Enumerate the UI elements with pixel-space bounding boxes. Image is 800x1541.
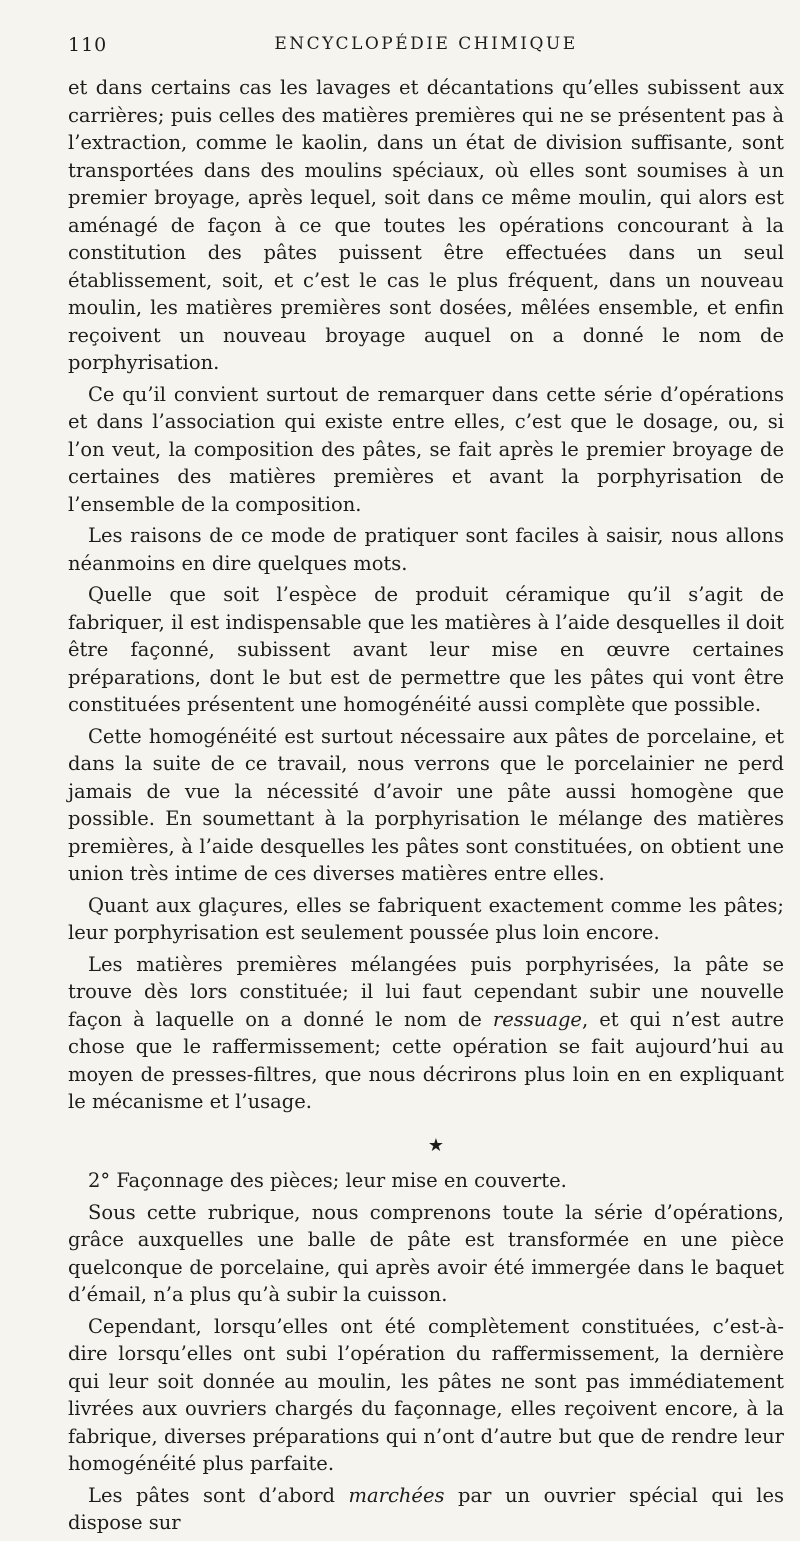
italic-term: ressuage [492,1007,582,1031]
paragraph: Quelle que soit l’espèce de produit céramique qu’il s’agit de fabriquer, il est indispensable que les matières à l’aide desquelles il doit être façonné, subissent avant leur mise en œuvre certaines préparations, dont le but est de permettre que les pâtes qui vont être constituées présentent une homogénéité aussi complète que possible. [68,583,784,716]
page-header [68,30,784,60]
paragraph: et dans certains cas les lavages et décantations qu’elles subissent aux carrières; puis celles des matières premières qui ne se présentent pas à l’extraction, comme le kaolin, dans un état de division suffisante, sont transportées dans des moulins spéciaux, où elles sont soumises à un premier broyage, après lequel, soit dans ce même moulin, qui alors est aménagé de façon à ce que toutes les opérations concourant à la constitution des pâtes puissent être effectuées dans un seul établissement, soit, et c’est le cas le plus fréquent, dans un nouveau moulin, les matières premières sont dosées, mêlées ensemble, et enfin reçoivent un nouveau broyage auquel on a donné le nom de porphyrisation. [68,76,784,374]
text-run: , et qui n’est autre chose que le raffermissement; cette opération se fait aujourd’hui au moyen de presses-filtres, que nous décrirons plus loin en en expliquant le mécanisme et l’usage. [68,1007,785,1113]
italic-term: marchées [348,1483,445,1507]
paragraph-ressuage [68,951,784,1116]
section-heading: 2° Façonnage des pièces; leur mise en couverte. [88,1169,567,1192]
page-number: 110 [68,34,108,56]
paragraph: Ce qu’il convient surtout de remarquer dans cette série d’opérations et dans l’association qui existe entre elles, c’est que le dosage, ou, si l’on veut, la composition des pâtes, se fait après le premier broyage de certaines des matières premières et avant la porphyrisation de l’ensemble de la composition. [68,382,784,516]
paragraph: Cette homogénéité est surtout nécessaire aux pâtes de porcelaine, et dans la suite de ce travail, nous verrons que le porcelainier ne perd jamais de vue la nécessité d’avoir une pâte aussi homogène que possible. En soumettant à la porphyrisation le mélange des matières premières, à l’aide desquelles les pâtes sont constituées, on obtient une union très intime de ces diverses matières entre elles. [68,724,784,885]
star-ornament-icon: ★ [427,1134,445,1156]
text-run: par un ouvrier spécial qui les dispose sur [68,1483,784,1534]
paragraph-marchees [68,1482,784,1537]
paragraph: Les raisons de ce mode de pratiquer sont faciles à saisir, nous allons néanmoins en dire quelques mots. [68,524,784,575]
running-title: ENCYCLOPÉDIE CHIMIQUE [274,34,578,54]
paragraph: Cependant, lorsqu’elles ont été complètement constituées, c’est-à-dire lorsqu’elles ont subi l’opération du raffermissement, la dernière qui leur soit donnée au moulin, les pâtes ne sont pas immédiatement livrées aux ouvriers chargés du façonnage, elles reçoivent encore, à la fabrique, diverses préparations qui n’ont d’autre but que de rendre leur homogénéité plus parfaite. [68,1314,784,1475]
text-run: Les matières premières mélangées puis porphyrisées, la pâte se trouve dès lors constituée; il lui faut cependant subir une nouvelle façon à laquelle on a donné le nom de [68,952,784,1031]
page-body [68,74,784,1537]
paragraph: Sous cette rubrique, nous comprenons toute la série d’opérations, grâce auxquelles une balle de pâte est transformée en une pièce quelconque de porcelaine, qui après avoir été immergée dans le baquet d’émail, n’a plus qu’à subir la cuisson. [68,1200,784,1306]
book-page [68,30,784,1541]
text-run: Les pâtes sont d’abord [88,1483,349,1507]
paragraph: Quant aux glaçures, elles se fabriquent exactement comme les pâtes; leur porphyrisation est seulement poussée plus loin encore. [68,893,784,944]
